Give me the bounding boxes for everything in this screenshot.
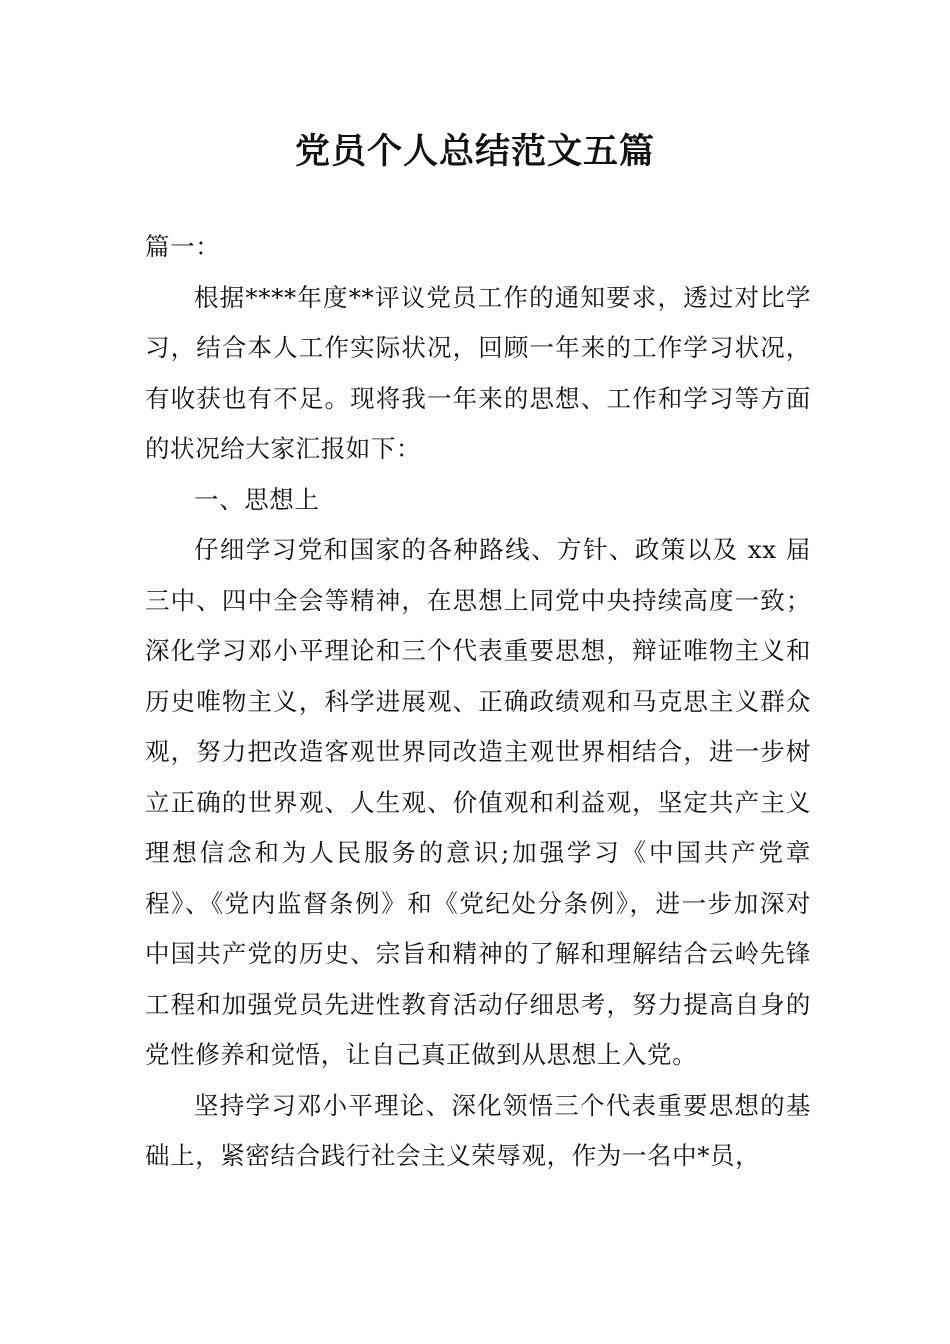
subheading-thought: 一、思想上 xyxy=(194,484,320,514)
section-heading-part-one: 篇一： xyxy=(145,232,221,261)
continuation-paragraph: 坚持学习邓小平理论、深化领悟三个代表重要思想的基础上，紧密结合践行社会主义荣辱观，作为一名中*员， xyxy=(145,1090,811,1170)
document-title: 党员个人总结范文五篇 xyxy=(294,132,655,172)
document-body xyxy=(145,222,811,1182)
thought-paragraph: 仔细学习党和国家的各种路线、方针、政策以及 xx 届三中、四中全会等精神，在思想上同党中央持续高度一致；深化学习邓小平理论和三个代表重要思想，辩证唯物主义和历史唯物主义，科学进展观、正确政绩观和马克思主义群众观，努力把改造客观世界同改造主观世界相结合，进一步树立正确的世界观、人生观、价值观和利益观，坚定共产主义理想信念和为人民服务的意识;加强学习《中国共产党章程》、《党内监督条例》和《党纪处分条例》，进一步加深对中国共产党的历史、宗旨和精神的了解和理解结合云岭先锋工程和加强党员先进性教育活动仔细思考，努力提高自身的党性修养和觉悟，让自己真正做到从思想上入党。 xyxy=(145,535,811,1069)
intro-paragraph: 根据****年度**评议党员工作的通知要求，透过对比学习，结合本人工作实际状况，回顾一年来的工作学习状况，有收获也有不足。现将我一年来的思想、工作和学习等方面的状况给大家汇报如下： xyxy=(145,282,811,463)
